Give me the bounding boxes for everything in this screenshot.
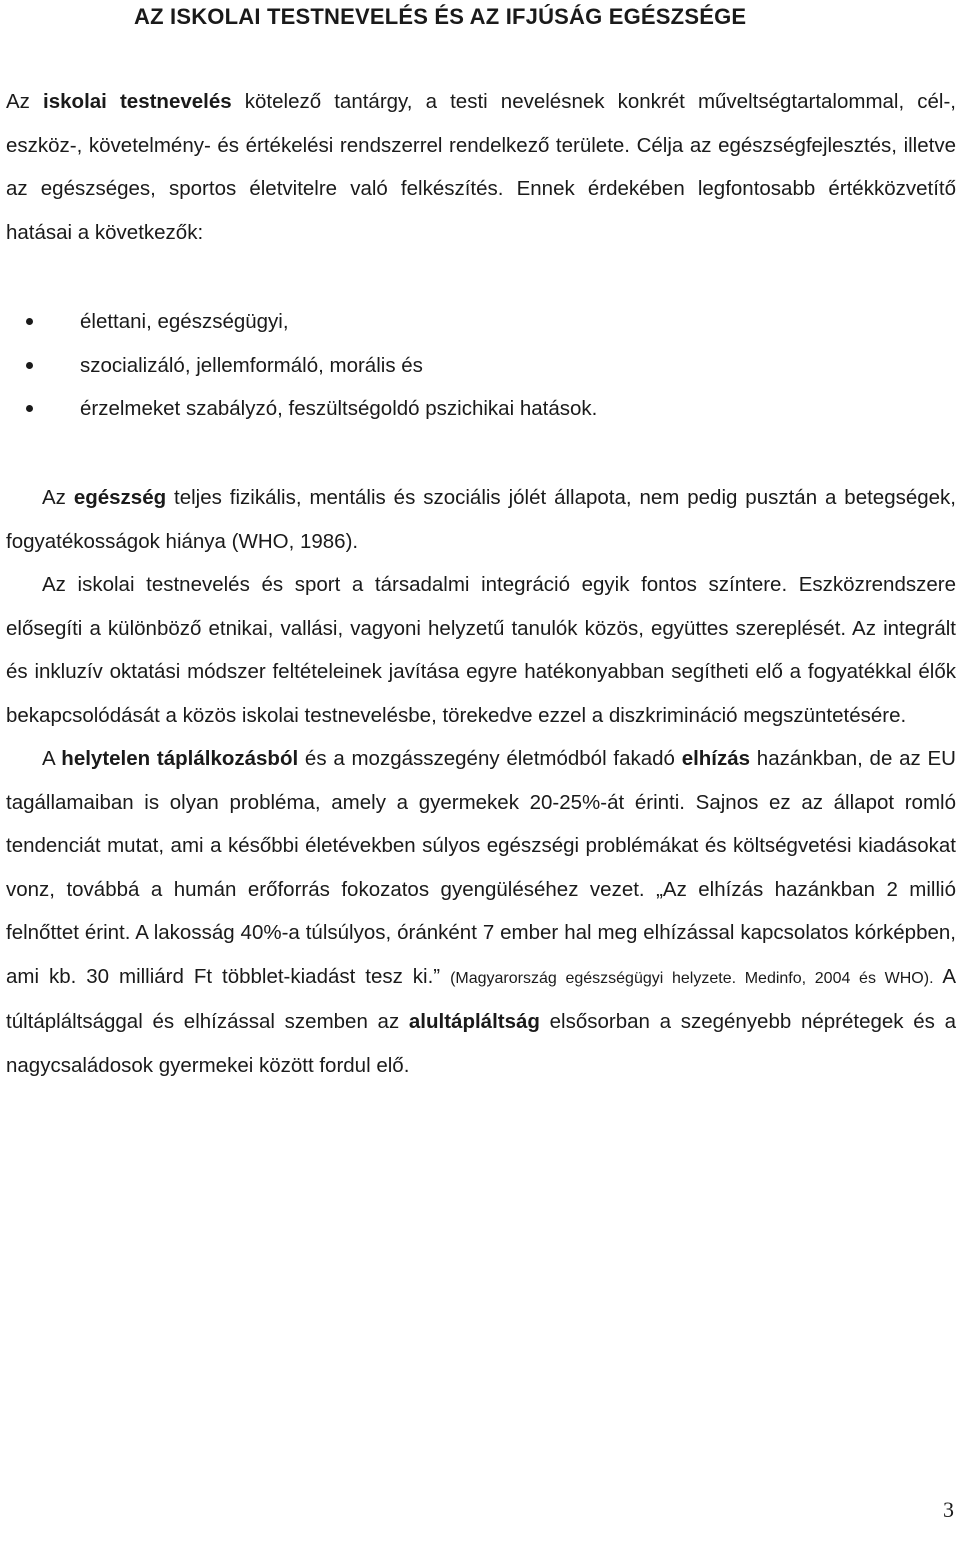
text-segment: Az <box>6 90 44 113</box>
bold-term: elhízás <box>681 747 751 770</box>
intro-paragraph <box>6 80 956 254</box>
effects-list <box>6 300 956 431</box>
bold-term: iskolai testnevelés <box>43 90 232 113</box>
text-segment: kötelező tantárgy, a testi nevelésnek konkrét műveltségtartalommal, cél-, eszköz-, követelmény- és értékelési rendszerrel rendelkező területe. Célja az egészségfejlesztés, illetve az egészséges, sportos életvitelre való felkészítés. Ennek érdekében legfontosabb értékközvetítő hatásai a következők: <box>6 90 957 244</box>
bold-term: helytelen táplálkozásból <box>61 747 299 770</box>
bullet-icon <box>26 405 33 412</box>
list-item-text: élettani, egészségügyi, <box>80 310 289 333</box>
text-segment: elsősorban a szegényebb néprétegek és a nagycsaládosok gyermekei között fordul elő. <box>6 1010 956 1077</box>
bullet-icon <box>26 362 33 369</box>
bold-term: egészség <box>73 486 167 509</box>
list-item <box>6 344 956 388</box>
text-segment: A <box>42 747 62 770</box>
citation: (Magyarország egészségügyi helyzete. Medinfo, 2004 és WHO). <box>450 969 934 987</box>
list-item-text: érzelmeket szabályzó, feszültségoldó pszichikai hatások. <box>80 397 598 420</box>
text-segment: Az <box>42 486 74 509</box>
health-paragraph <box>6 476 956 1087</box>
bold-term: alultápláltság <box>408 1010 540 1033</box>
list-item-text: szocializáló, jellemformáló, morális és <box>80 353 423 377</box>
text-segment: teljes fizikális, mentális és szociális jólét állapota, nem pedig pusztán a betegségek, fogyatékosságok hiánya (WHO, 1986). <box>6 486 956 553</box>
list-item <box>6 387 956 431</box>
bullet-icon <box>26 318 33 325</box>
text-segment: hazánkban, de az EU tagállamaiban is olyan probléma, amely a gyermekek 20-25%-át érinti. Sajnos ez az állapot romló tendenciát mutat, ami a későbbi életévekben súlyos egészségi problémákat és költségvetési kiadásokat vonz, továbbá a humán erőforrás fokozatos gyengüléséhez vezet. „Az elhízás hazánkban 2 millió felnőttet érint. A lakosság 40%-a túlsúlyos, óránként 7 ember hal meg elhízással kapcsolatos kórképben, ami kb. 30 milliárd Ft többlet-kiadást tesz ki.” <box>6 747 956 988</box>
page-title: AZ ISKOLAI TESTNEVELÉS ÉS AZ IFJÚSÁG EGÉSZSÉGE <box>134 4 747 29</box>
list-item <box>6 300 956 344</box>
text-segment: és a mozgásszegény életmódból fakadó <box>298 747 682 770</box>
text-segment: A túltápláltsággal és elhízással szemben az <box>6 964 956 1033</box>
text-segment: Az iskolai testnevelés és sport a társadalmi integráció egyik fontos színtere. Eszközrendszere elősegíti a különböző etnikai, vallási, vagyoni helyzetű tanulók közös, együttes szereplését. Az integrált és inkluzív oktatási módszer feltételeinek javítása egyre hatékonyabban segítheti elő a fogyatékkal élők bekapcsolódását a közös iskolai testnevelésbe, törekedve ezzel a diszkrimináció megszüntetésére. <box>6 573 956 727</box>
page-number: 3 <box>943 1497 954 1522</box>
